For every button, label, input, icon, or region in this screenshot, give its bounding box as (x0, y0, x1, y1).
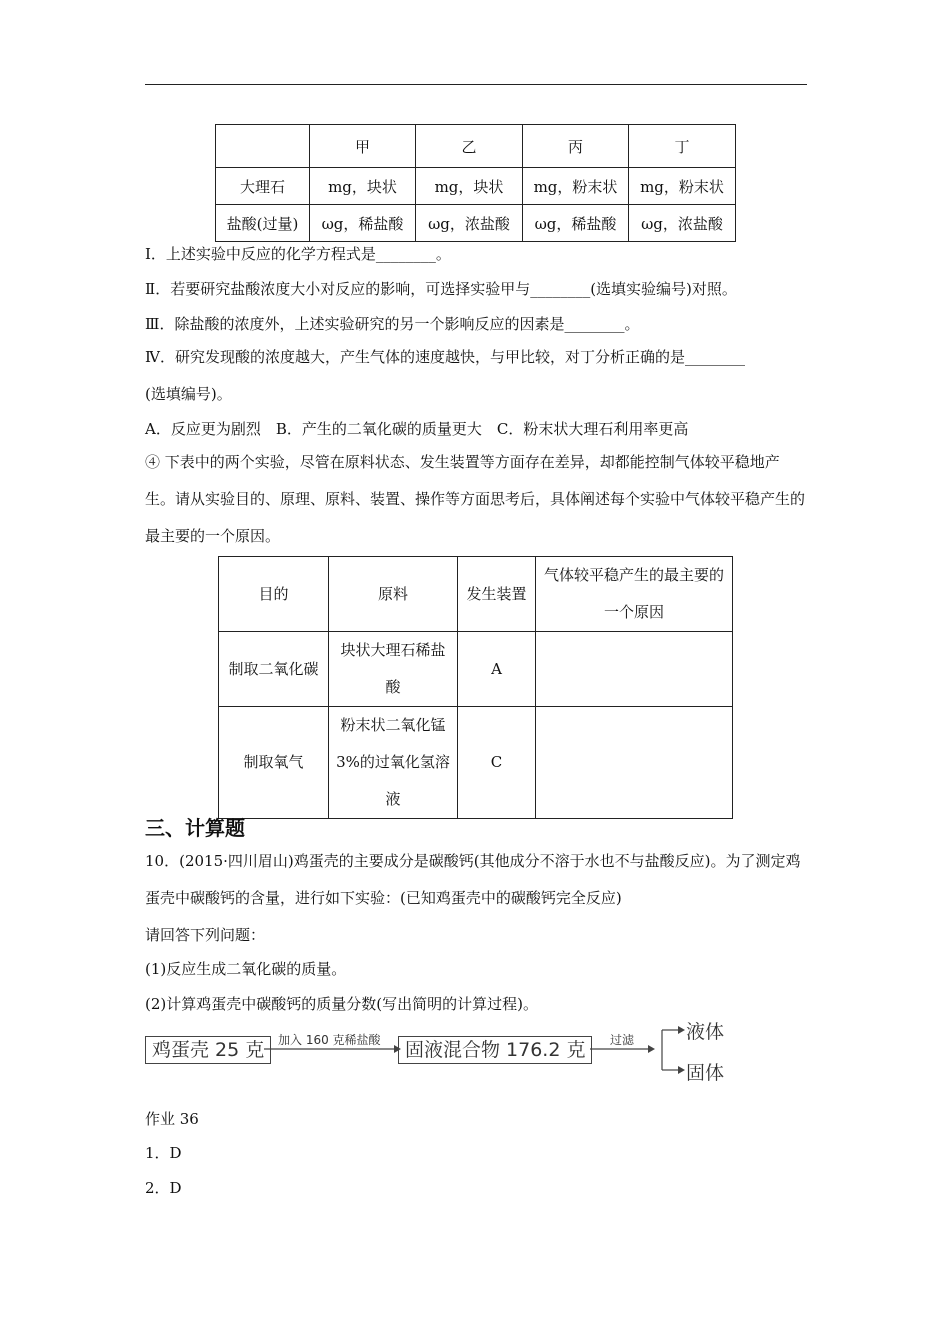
table-cell: 乙 (416, 125, 523, 168)
table-cell: mg，粉末状 (523, 168, 629, 205)
question-1: Ⅰ．上述实验中反应的化学方程式是________。 (145, 245, 451, 263)
gas-table (218, 556, 733, 819)
table-cell (216, 125, 310, 168)
mixture-box: 固液混合物 176.2 克 (398, 1036, 592, 1064)
table-cell: 制取二氧化碳 (219, 632, 329, 707)
table-cell: 目的 (219, 557, 329, 632)
table-cell: 制取氧气 (219, 707, 329, 819)
table-row (216, 168, 736, 205)
table-header-row (219, 557, 733, 632)
question-2: Ⅱ．若要研究盐酸浓度大小对反应的影响，可选择实验甲与________(选填实验编号)对照。 (145, 280, 737, 298)
branch-arrows-icon (656, 1024, 686, 1074)
question-10: 10．(2015·四川眉山)鸡蛋壳的主要成分是碳酸钙(其他成分不溶于水也不与盐酸反应)。为了测定鸡蛋壳中碳酸钙的含量，进行如下实验：(已知鸡蛋壳中的碳酸钙完全反应) (145, 852, 801, 907)
header-rule (145, 84, 807, 85)
table-header-row (216, 125, 736, 168)
arrow-right-icon (262, 1040, 402, 1054)
table-cell: 甲 (310, 125, 416, 168)
table-cell: A (458, 632, 536, 707)
arrow-label-acid: 加入 160 克稀盐酸 (278, 1033, 381, 1047)
output-liquid: 液体 (686, 1021, 725, 1043)
table-cell: 原料 (329, 557, 458, 632)
sub-question-1: (1)反应生成二氧化碳的质量。 (145, 960, 347, 978)
table-row (219, 707, 733, 819)
table-cell: 粉末状二氧化锰3%的过氧化氢溶液 (329, 707, 458, 819)
table-cell: mg，块状 (416, 168, 523, 205)
table-cell: ωg，浓盐酸 (416, 205, 523, 242)
question-prompt: 请回答下列问题： (145, 926, 266, 944)
table-cell: mg，块状 (310, 168, 416, 205)
arrow-right-icon (588, 1040, 658, 1054)
table-cell: 气体较平稳产生的最主要的一个原因 (536, 557, 733, 632)
answer-1: 1．D (145, 1144, 182, 1162)
answer-options: A．反应更为剧烈 B．产生的二氧化碳的质量更大 C．粉末状大理石利用率更高 (145, 420, 689, 438)
question-3: Ⅲ．除盐酸的浓度外，上述实验研究的另一个影响反应的因素是________。 (145, 315, 640, 333)
table-cell: ωg，稀盐酸 (310, 205, 416, 242)
question-5: ④ 下表中的两个实验，尽管在原料状态、发生装置等方面存在差异，却都能控制气体较平稳地产生。请从实验目的、原理、原料、装置、操作等方面思考后，具体阐述每个实验中气体较平稳产生的最主要的一个原因。 (145, 453, 806, 545)
table-cell: ωg，浓盐酸 (629, 205, 736, 242)
table-cell: mg，粉末状 (629, 168, 736, 205)
question-4-line1: Ⅳ．研究发现酸的浓度越大，产生气体的速度越快，与甲比较，对丁分析正确的是________ (145, 348, 745, 366)
table-cell: 大理石 (216, 168, 310, 205)
section-heading: 三、计算题 (145, 816, 245, 840)
arrow-label-filter: 过滤 (610, 1033, 635, 1047)
table-row (216, 205, 736, 242)
table-cell: 丙 (523, 125, 629, 168)
answer-2: 2．D (145, 1179, 182, 1197)
table-cell: 盐酸(过量) (216, 205, 310, 242)
table-cell: C (458, 707, 536, 819)
table-cell: 块状大理石稀盐酸 (329, 632, 458, 707)
experiment-table (215, 124, 736, 242)
homework-title: 作业 36 (145, 1110, 199, 1128)
sub-question-2: (2)计算鸡蛋壳中碳酸钙的质量分数(写出简明的计算过程)。 (145, 995, 538, 1013)
eggshell-box: 鸡蛋壳 25 克 (145, 1036, 271, 1064)
table-cell: 发生装置 (458, 557, 536, 632)
question-4-line2: (选填编号)。 (145, 385, 232, 403)
output-solid: 固体 (686, 1062, 725, 1084)
table-row (219, 632, 733, 707)
table-cell (536, 707, 733, 819)
table-cell (536, 632, 733, 707)
table-cell: 丁 (629, 125, 736, 168)
table-cell: ωg，稀盐酸 (523, 205, 629, 242)
